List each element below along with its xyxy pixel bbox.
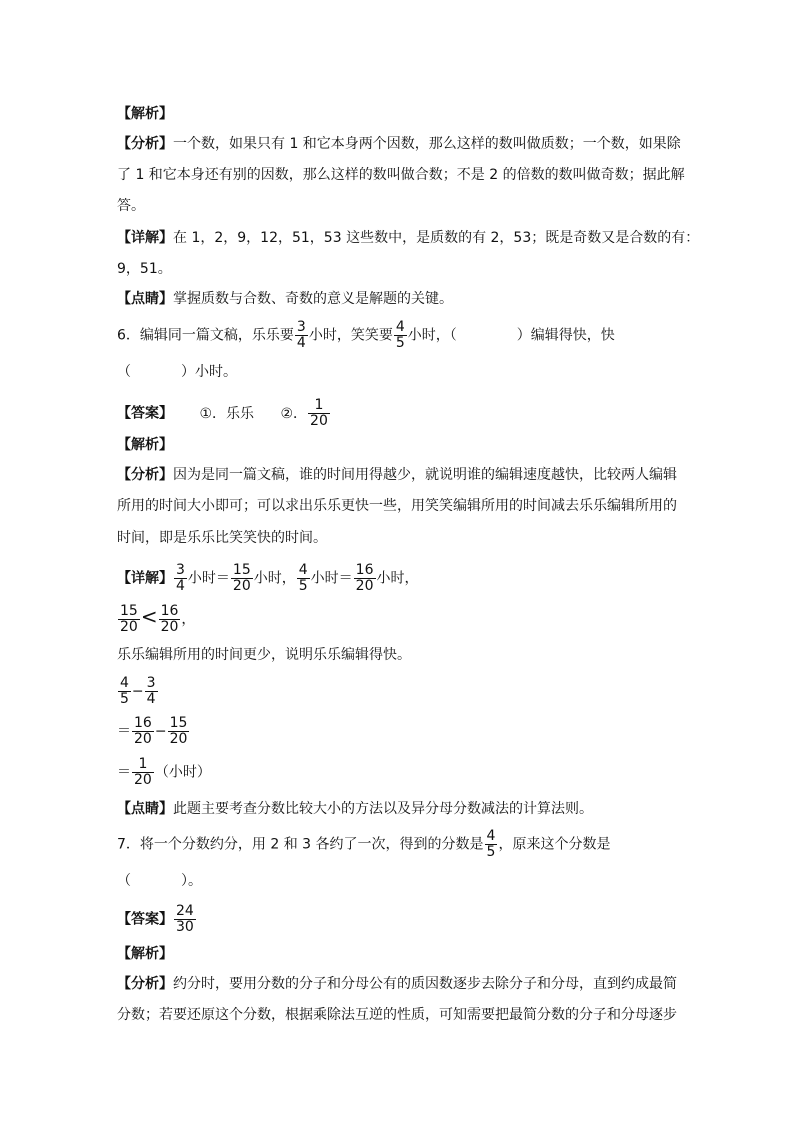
minus-sign: −	[154, 723, 167, 740]
numerator: 24	[176, 903, 194, 919]
analysis-line	[117, 134, 681, 154]
denominator: 20	[232, 578, 251, 594]
question-number: 7．	[117, 836, 140, 853]
fraction	[159, 604, 181, 635]
denominator: 20	[160, 619, 179, 635]
numerator: 16	[134, 715, 152, 731]
minus-sign: −	[131, 683, 144, 700]
key-point-line	[117, 799, 593, 819]
denominator: 5	[486, 844, 496, 860]
fraction	[118, 676, 131, 707]
analysis-tag: 【分析】	[117, 136, 173, 152]
numerator: 16	[355, 562, 374, 578]
denominator: 30	[176, 919, 194, 935]
question-text: ，原来这个分数是	[498, 836, 611, 853]
unit-label: （小时）	[154, 764, 211, 781]
fraction	[297, 563, 310, 594]
analysis-text: 约分时，要用分数的分子和分母公有的质因数逐步去除分子和分母，直到约成最简	[173, 976, 677, 992]
detail-tag: 【详解】	[117, 230, 173, 246]
detail-line	[117, 563, 419, 594]
key-point-tag: 【点睛】	[117, 291, 173, 307]
analysis-line: 时间，即是乐乐比笑笑快的时间。	[117, 530, 327, 546]
analysis-line	[117, 465, 677, 485]
detail-text: 小时，	[376, 570, 419, 587]
question-text: ）编辑得快，快	[516, 327, 615, 344]
numerator: 4	[395, 319, 405, 335]
numerator: 3	[176, 562, 185, 578]
detail-tag: 【详解】	[117, 570, 173, 587]
analysis-line	[117, 974, 677, 994]
key-point-text: 此题主要考查分数比较大小的方法以及异分母分数减法的计算法则。	[173, 801, 593, 817]
analysis-line: 了 1 和它本身还有别的因数，那么这样的数叫做合数；不是 2 的倍数的数叫做奇数；据此解	[117, 167, 685, 183]
denominator: 20	[355, 578, 374, 594]
answer-line	[117, 398, 331, 429]
fraction	[168, 716, 190, 747]
key-point-tag: 【点睛】	[117, 801, 173, 817]
question-text: （	[117, 873, 131, 889]
fraction	[231, 563, 253, 594]
denominator: 4	[296, 335, 306, 351]
denominator: 5	[298, 578, 308, 594]
answer-fraction	[174, 904, 196, 935]
fraction	[132, 716, 154, 747]
numerator: 4	[298, 562, 308, 578]
detail-line	[117, 228, 699, 248]
key-point-text: 掌握质数与合数、奇数的意义是解题的关键。	[173, 291, 453, 307]
analysis-tag: 【分析】	[117, 976, 173, 992]
analysis-heading: 【解析】	[117, 106, 173, 122]
numerator: 15	[120, 603, 138, 619]
denominator: 5	[120, 691, 129, 707]
numerator: 4	[120, 675, 129, 691]
denominator: 20	[169, 731, 188, 747]
numerator: 15	[232, 562, 251, 578]
numerator: 4	[486, 828, 496, 844]
answer-line	[117, 904, 197, 935]
numerator: 3	[146, 675, 156, 691]
question-text: ）。	[181, 873, 202, 889]
denominator: 20	[134, 772, 152, 788]
numerator: 1	[132, 757, 154, 773]
calc-step-1	[117, 676, 159, 707]
detail-text: 小时，	[253, 570, 296, 587]
detail-text: 在 1，2，9，12，51，53 这些数中，是质数的有 2，53；既是奇数又是合数的有：	[173, 230, 700, 246]
fraction	[394, 320, 407, 351]
detail-text: 小时＝	[187, 570, 230, 587]
numerator: 1	[308, 398, 330, 414]
fraction	[354, 563, 376, 594]
question-text: 小时，笑笑要	[308, 327, 393, 344]
answer-2-fraction	[308, 398, 330, 429]
analysis-tag: 【分析】	[117, 467, 173, 483]
answer-tag: 【答案】	[117, 405, 173, 422]
analysis-line: 答。	[117, 198, 145, 214]
denominator: 5	[395, 335, 405, 351]
analysis-text: 因为是同一篇文稿，谁的时间用得越少，就说明谁的编辑速度越快，比较两人编辑	[173, 467, 677, 483]
fraction	[174, 563, 187, 594]
analysis-line: 所用的时间大小即可；可以求出乐乐更快一些，用笑笑编辑所用的时间减去乐乐编辑所用的	[117, 498, 677, 514]
equals-sign: ＝	[117, 764, 131, 781]
numerator: 3	[296, 319, 306, 335]
answer-tag: 【答案】	[117, 911, 173, 928]
conclusion-line: 乐乐编辑所用的时间更少，说明乐乐编辑得快。	[117, 647, 411, 663]
question-text: 小时，（	[407, 327, 457, 344]
numerator: 16	[160, 603, 179, 619]
fraction	[118, 604, 140, 635]
denominator: 4	[176, 578, 185, 594]
denominator: 4	[146, 691, 156, 707]
denominator: 20	[120, 619, 138, 635]
key-point-line	[117, 289, 453, 309]
calc-step-3	[117, 757, 211, 788]
question-text: （	[117, 364, 131, 380]
comparison-line	[117, 604, 195, 635]
detail-text: ，	[181, 611, 196, 628]
fraction	[145, 676, 158, 707]
numerator: 15	[169, 715, 188, 731]
denominator: 20	[310, 413, 328, 429]
analysis-line: 分数；若要还原这个分数，根据乘除法互逆的性质，可知需要把最简分数的分子和分母逐步	[117, 1007, 677, 1023]
fraction	[485, 829, 498, 860]
fraction	[295, 320, 308, 351]
fraction	[132, 757, 154, 788]
detail-line: 9，51。	[117, 261, 172, 277]
less-than-sign: <	[140, 604, 158, 629]
question-7	[117, 829, 610, 860]
question-7-line2	[117, 871, 202, 891]
question-number: 6．	[117, 327, 140, 344]
equals-sign: ＝	[117, 723, 131, 740]
question-text: ）小时。	[181, 364, 237, 380]
calc-step-2	[117, 716, 190, 747]
answer-2-label: ②．	[280, 405, 308, 422]
detail-text: 小时＝	[310, 570, 353, 587]
question-text: 编辑同一篇文稿，乐乐要	[139, 327, 294, 344]
answer-1: ①．乐乐	[199, 405, 255, 422]
analysis-heading: 【解析】	[117, 437, 173, 453]
question-6	[117, 320, 615, 351]
question-text: 将一个分数约分，用 2 和 3 各约了一次，得到的分数是	[139, 836, 484, 853]
analysis-text: 一个数，如果只有 1 和它本身两个因数，那么这样的数叫做质数；一个数，如果除	[173, 136, 681, 152]
denominator: 20	[134, 731, 152, 747]
question-6-line2	[117, 362, 237, 382]
analysis-heading: 【解析】	[117, 946, 173, 962]
